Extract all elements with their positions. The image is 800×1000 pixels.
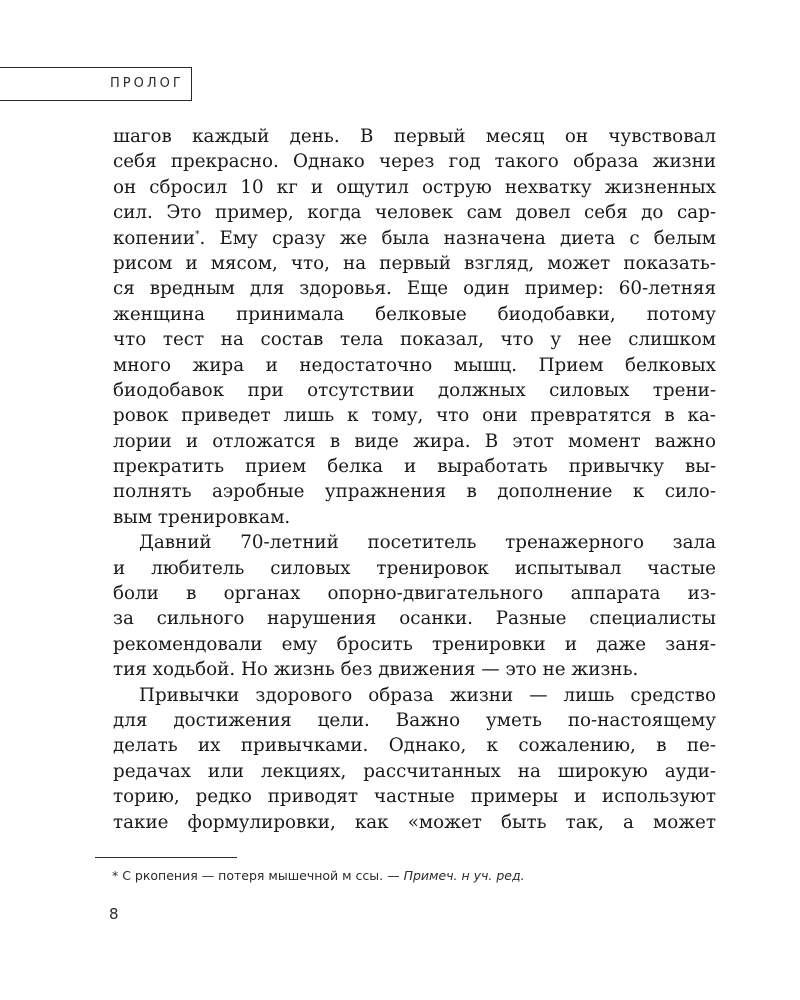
footnote <box>112 867 525 885</box>
text-line: торию, редко приводят частные примеры и используют <box>113 786 716 808</box>
section-header-label: ПРОЛОГ <box>110 76 184 91</box>
footnote-text: * С ркопения — потеря мышечной м ссы. — <box>112 868 404 883</box>
text-line: сил. Это пример, когда человек сам довел себя до сар- <box>113 202 716 224</box>
text-line: шагов каждый день. В первый месяц он чувствовал <box>113 126 716 147</box>
text-line: прекратить прием белка и выработать привычку вы- <box>113 456 716 478</box>
footnote-editor-note: Примеч. н уч. ред. <box>403 868 525 883</box>
text-line: биодобавок при отсутствии должных силовых трени- <box>113 379 716 401</box>
footnote-divider <box>95 857 237 858</box>
body-text <box>113 124 716 835</box>
text-line: для достижения цели. Важно уметь по-настоящему <box>113 709 716 731</box>
text-line: такие формулировки, как «может быть так, а может <box>113 811 716 833</box>
footnote-marker[interactable]: * <box>195 229 200 240</box>
text-line: лории и отложатся в виде жира. В этот момент важно <box>113 430 716 452</box>
text-line: много жира и недостаточно мышц. Прием белковых <box>113 354 716 376</box>
text-line: что тест на состав тела показал, что у нее слишком <box>113 329 716 351</box>
text-line: женщина принимала белковые биодобавки, потому <box>113 303 716 325</box>
text-line: рекомендовали ему бросить тренировки и даже заня- <box>113 633 716 655</box>
text-line: вым тренировкам. <box>113 506 291 528</box>
text-line: тия ходьбой. Но жизнь без движения — это не жизнь. <box>113 659 639 681</box>
text-line: он сбросил 10 кг и ощутил острую нехватку жизненных <box>113 176 716 198</box>
page-number: 8 <box>109 905 119 923</box>
text-line: боли в органах опорно-двигательного аппарата из- <box>113 583 716 605</box>
text-line: рисом и мясом, что, на первый взгляд, может показать- <box>113 252 716 274</box>
text-line: Давний 70-летний посетитель тренажерного зала <box>139 532 716 554</box>
text-line: за сильного нарушения осанки. Разные специалисты <box>113 608 716 630</box>
text-line: ровок приведет лишь к тому, что они превратятся в ка- <box>113 405 716 427</box>
text-line: делать их привычками. Однако, к сожалению, в пе- <box>113 735 716 757</box>
text-line-with-footnote <box>113 226 716 251</box>
text-line: и любитель силовых тренировок испытывал частые <box>113 557 716 579</box>
text-line: себя прекрасно. Однако через год такого образа жизни <box>113 151 716 173</box>
text-line: полнять аэробные упражнения в дополнение к сило- <box>113 481 716 503</box>
text-line: редачах или лекциях, рассчитанных на широкую ауди- <box>113 760 716 782</box>
text-segment: . Ему сразу же была назначена диета с белым <box>199 227 716 249</box>
text-segment: копении <box>113 227 195 249</box>
text-line: ся вредным для здоровья. Еще один пример: 60-летняя <box>113 278 716 300</box>
text-line: Привычки здорового образа жизни — лишь средство <box>139 684 716 706</box>
